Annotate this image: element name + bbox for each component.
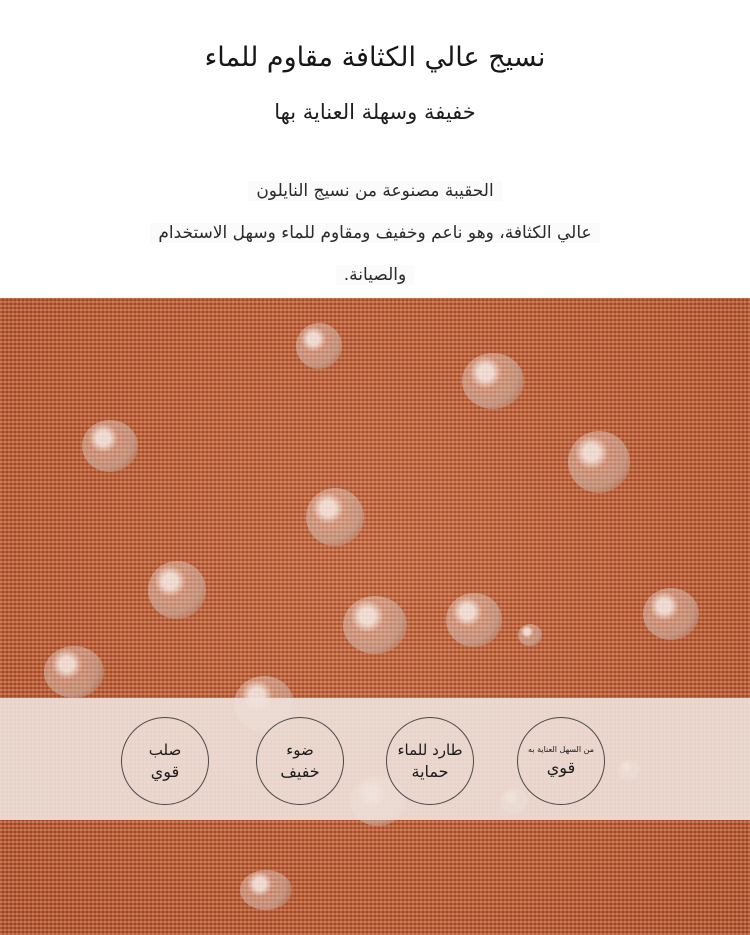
water-droplet: [518, 624, 542, 646]
water-droplet: [643, 588, 699, 640]
water-droplet: [446, 593, 502, 647]
header-section: [0, 0, 750, 298]
water-droplet: [82, 420, 138, 472]
badge-top-label: من السهل العناية به: [528, 745, 594, 754]
feature-badge-band: [0, 698, 750, 820]
water-droplet: [462, 353, 524, 409]
page-title: نسيج عالي الكثافة مقاوم للماء: [204, 42, 546, 73]
water-droplet: [568, 431, 630, 493]
badge-top-label: صلب: [148, 741, 182, 759]
badge-top-label: ضوء: [286, 741, 314, 759]
badge-bottom-label: خفيف: [280, 762, 320, 781]
water-droplet: [148, 561, 206, 619]
product-description: [100, 170, 650, 296]
water-droplet: [343, 596, 407, 654]
description-line: والصيانة.: [100, 254, 650, 296]
badge-bottom-label: قوي: [546, 758, 576, 777]
fabric-texture-image: [0, 298, 750, 935]
water-droplet: [44, 646, 104, 698]
badge-light: [256, 717, 344, 805]
water-droplet: [240, 870, 292, 910]
badge-strong: [121, 717, 209, 805]
badge-bottom-label: حماية: [411, 762, 449, 781]
badge-water-repellent: [386, 717, 474, 805]
water-droplet: [306, 488, 364, 546]
badge-easy-care: [517, 717, 605, 805]
page-subtitle: خفيفة وسهلة العناية بها: [274, 100, 476, 124]
description-line: الحقيبة مصنوعة من نسيج النايلون: [100, 170, 650, 212]
description-line: عالي الكثافة، وهو ناعم وخفيف ومقاوم للماء وسهل الاستخدام: [100, 212, 650, 254]
badge-bottom-label: قوي: [150, 762, 180, 781]
water-droplet: [296, 323, 342, 369]
badge-top-label: طارد للماء: [397, 741, 463, 759]
